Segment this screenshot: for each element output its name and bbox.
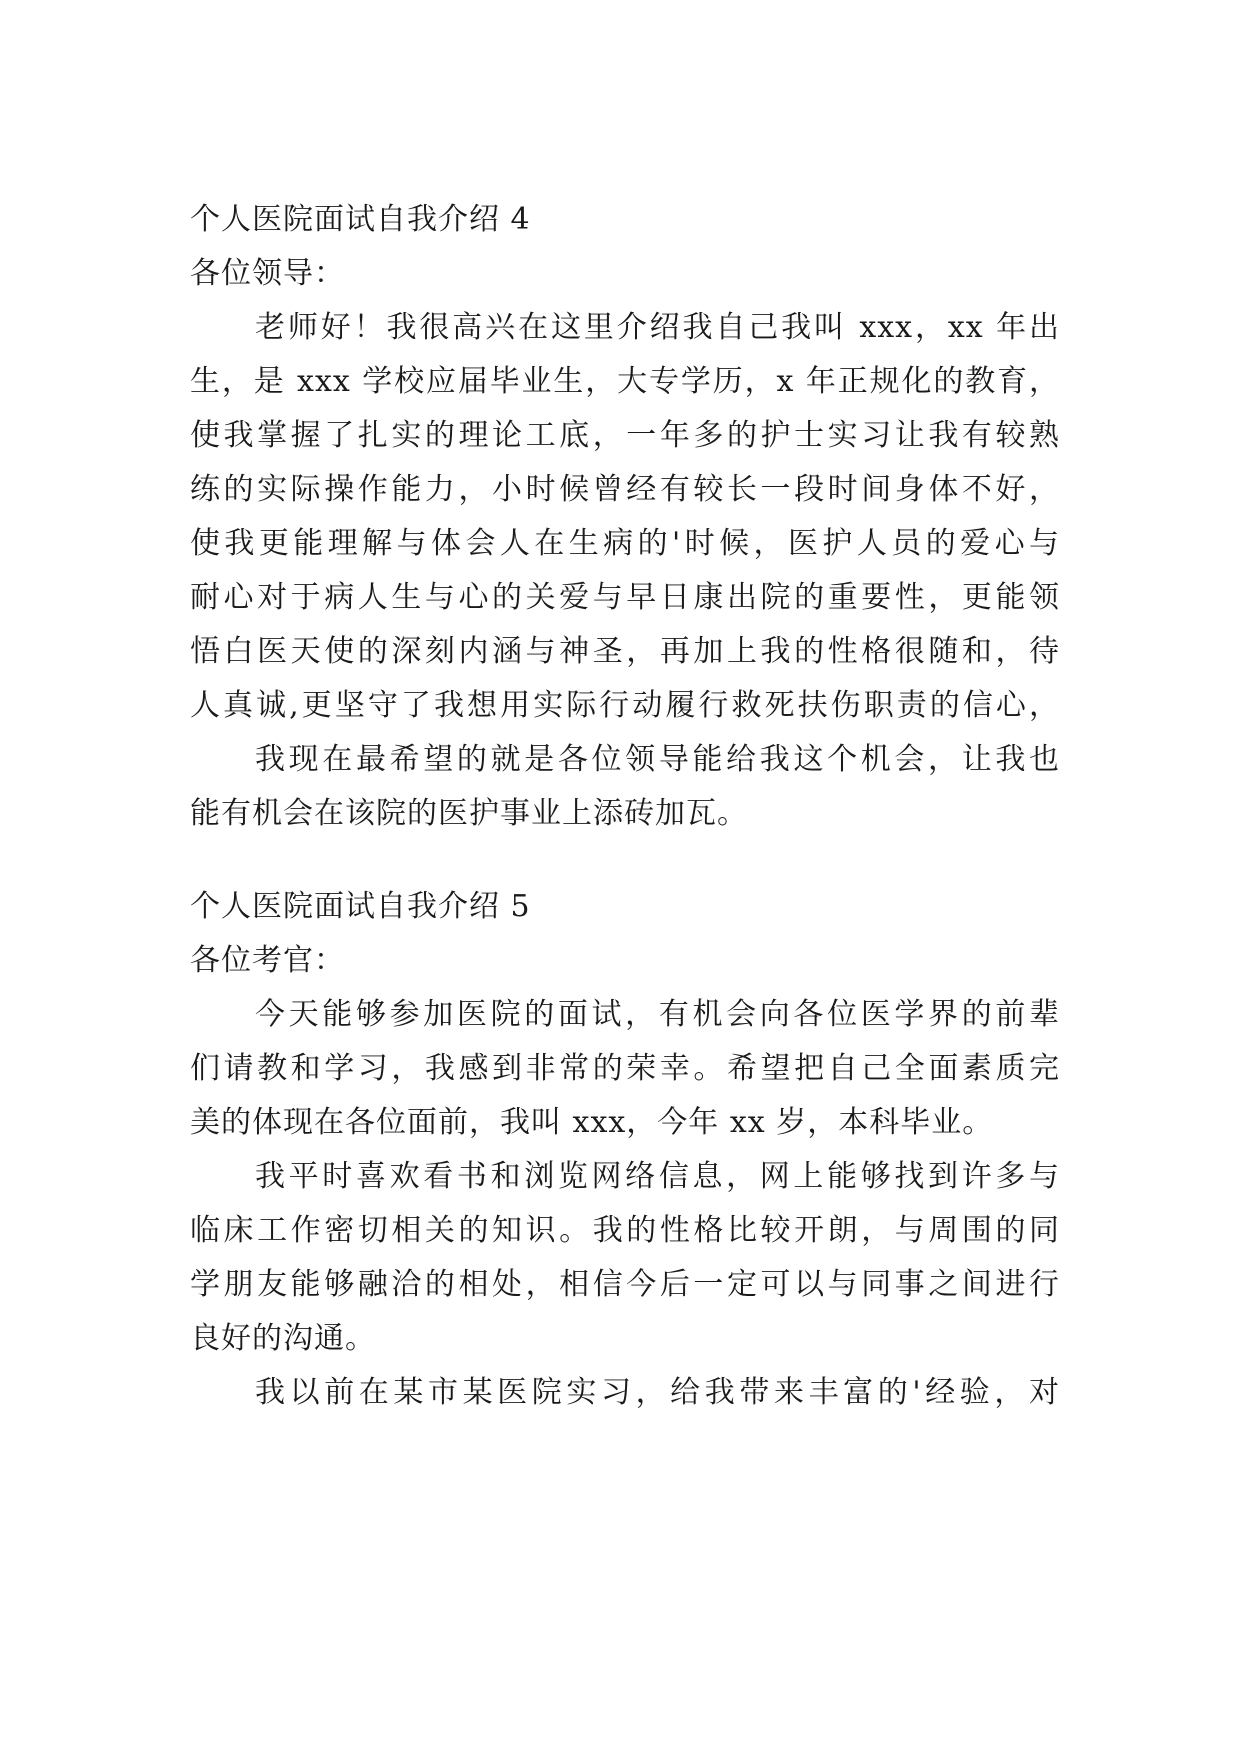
paragraph-line: 我平时喜欢看书和浏览网络信息，网上能够找到许多与 <box>255 1159 1060 1194</box>
paragraph-line: 我以前在某市某医院实习，给我带来丰富的'经验，对 <box>255 1375 1060 1410</box>
paragraph-line: 今天能够参加医院的面试，有机会向各位医学界的前辈 <box>255 997 1060 1032</box>
paragraph-line: 能有机会在该院的医护事业上添砖加瓦。 <box>190 796 748 831</box>
paragraph-line: 我现在最希望的就是各位领导能给我这个机会，让我也 <box>255 742 1060 777</box>
paragraph-line: 学朋友能够融洽的相处，相信今后一定可以与同事之间进行 <box>190 1267 1060 1302</box>
paragraph-line: 良好的沟通。 <box>190 1321 376 1356</box>
section-title: 个人医院面试自我介绍 5 <box>190 889 531 924</box>
paragraph-line: 老师好！我很高兴在这里介绍我自己我叫 xxx，xx 年出 <box>255 310 1060 345</box>
paragraph-line: 耐心对于病人生与心的关爱与早日康出院的重要性，更能领 <box>190 580 1060 615</box>
paragraph-line: 生，是 xxx 学校应届毕业生，大专学历，x 年正规化的教育， <box>190 364 1060 399</box>
paragraph-line: 使我掌握了扎实的理论工底，一年多的护士实习让我有较熟 <box>190 418 1060 453</box>
paragraph-line: 人真诚,更坚守了我想用实际行动履行救死扶伤职责的信心， <box>190 688 1060 723</box>
salutation: 各位考官： <box>190 943 345 978</box>
paragraph-line: 们请教和学习，我感到非常的荣幸。希望把自己全面素质完 <box>190 1051 1060 1086</box>
paragraph-line: 临床工作密切相关的知识。我的性格比较开朗，与周围的同 <box>190 1213 1060 1248</box>
paragraph-line: 使我更能理解与体会人在生病的'时候，医护人员的爱心与 <box>190 526 1060 561</box>
paragraph-line: 悟白医天使的深刻内涵与神圣，再加上我的性格很随和，待 <box>190 634 1060 669</box>
paragraph-line: 练的实际操作能力，小时候曾经有较长一段时间身体不好， <box>190 472 1060 507</box>
paragraph-line: 美的体现在各位面前，我叫 xxx，今年 xx 岁，本科毕业。 <box>190 1105 994 1140</box>
salutation: 各位领导： <box>190 256 345 291</box>
section-title: 个人医院面试自我介绍 4 <box>190 202 531 237</box>
